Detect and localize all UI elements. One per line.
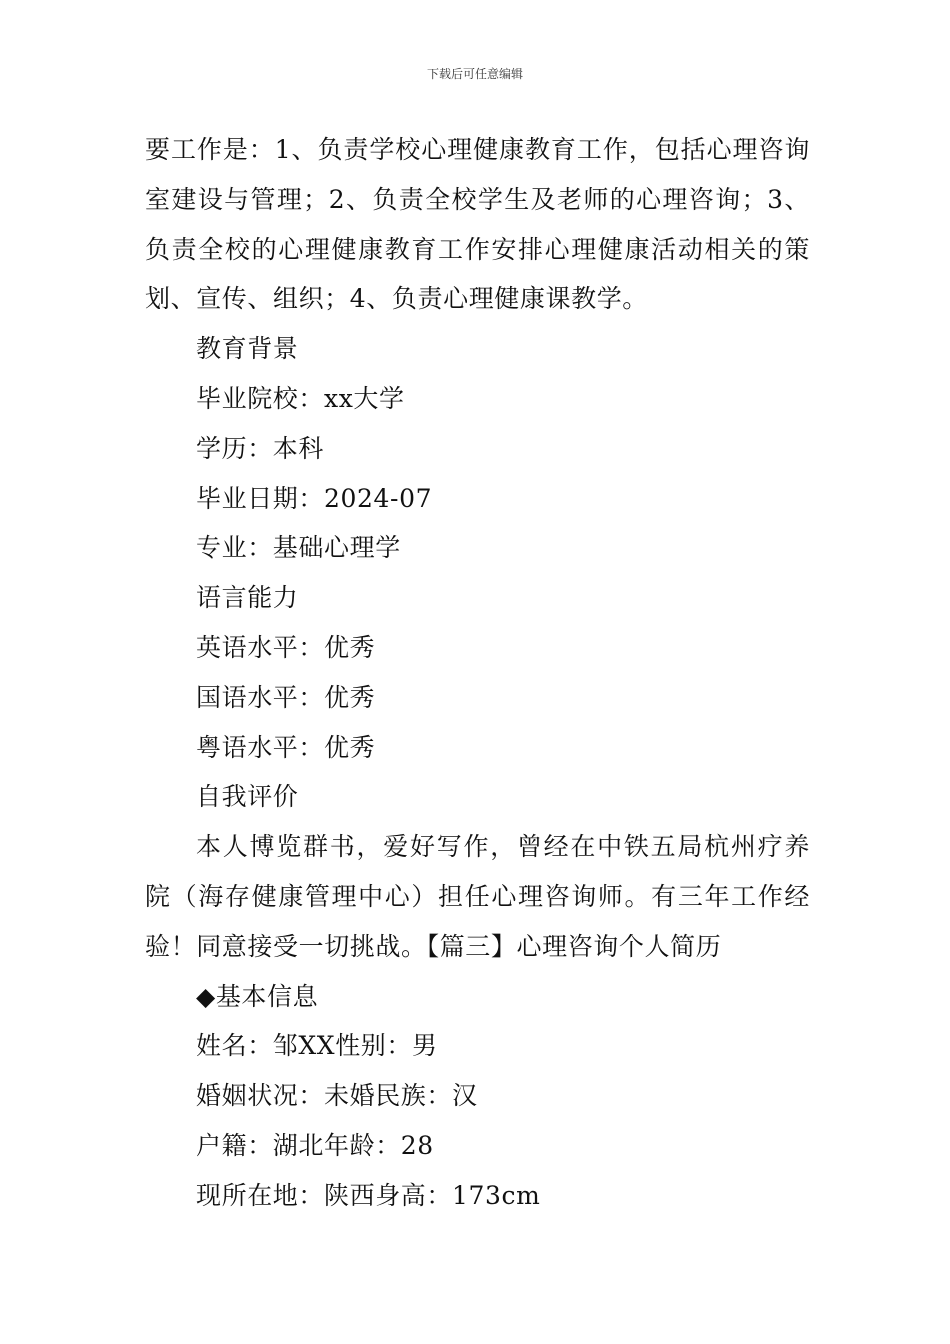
- section-heading-language: 语言能力: [196, 583, 299, 613]
- paragraph-marital-ethnicity: 婚姻状况：未婚民族：汉: [196, 1081, 478, 1111]
- section-heading-self-evaluation: 自我评价: [196, 782, 299, 812]
- paragraph-major: 专业：基础心理学: [196, 533, 401, 563]
- paragraph-english-level: 英语水平：优秀: [196, 632, 376, 662]
- section-heading-education: 教育背景: [196, 334, 299, 364]
- paragraph-hometown-age: 户籍：湖北年龄：28: [196, 1130, 434, 1160]
- paragraph-work-duties: 要工作是：1、负责学校心理健康教育工作，包括心理咨询室建设与管理；2、负责全校学生及老师的心理咨询；3、负责全校的心理健康教育工作安排心理健康活动相关的策划、宣传、组织；4、负责心理健康课教学。: [145, 135, 810, 314]
- paragraph-graduation-date: 毕业日期：2024-07: [196, 483, 433, 513]
- paragraph-school: 毕业院校：xx大学: [196, 383, 405, 413]
- paragraph-mandarin-level: 国语水平：优秀: [196, 682, 376, 712]
- paragraph-self-evaluation: 本人博览群书，爱好写作，曾经在中铁五局杭州疗养院（海存健康管理中心）担任心理咨询师。有三年工作经验！同意接受一切挑战。【篇三】心理咨询个人简历: [145, 832, 810, 961]
- paragraph-degree: 学历：本科: [196, 433, 325, 463]
- section-heading-basic-info: ◆基本信息: [196, 981, 319, 1011]
- paragraph-cantonese-level: 粤语水平：优秀: [196, 732, 376, 762]
- document-body: [145, 125, 810, 1221]
- paragraph-location-height: 现所在地：陕西身高：173cm: [196, 1180, 541, 1210]
- paragraph-name-gender: 姓名：邹XX性别：男: [196, 1031, 438, 1061]
- page-header: 下载后可任意编辑: [426, 67, 523, 81]
